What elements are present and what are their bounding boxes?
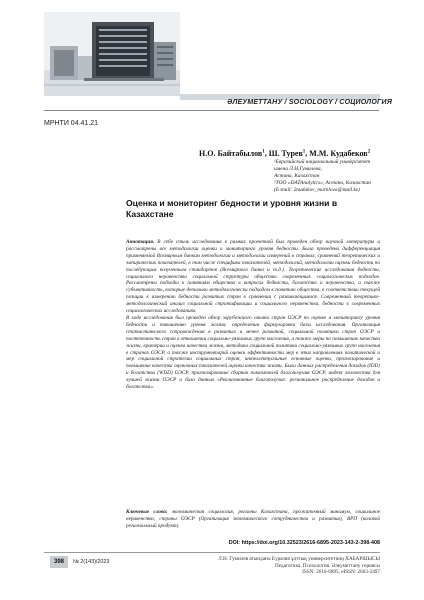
university-building-icon: [44, 12, 180, 96]
header-divider: [44, 110, 379, 111]
abstract-paragraph-2: В ходе исследования был проведен обзор зарубежного опыта стран ОЭСР по оценке и мониторингу уровня бедности и повышению уровня жизни: определения формулировка базы исследования. Организация статистического сопровождения в развитых и менее развитой, социальной политики стран ОЭСР и постепенность стран в отношении социально-уязвимых групп населения, а также меры по повышению качества жизни, критерии и оценка качества жизни, методики социальной политики социально-уязвимых групп населения в странах ОЭСР, а также инструментарий оценки эффективности мер в этих направлениях политической и мер социальной стратегии социальных стран, интеллектуальные основные оценки, прогнозирование и повышение качества оценочных показателей оценки качества жизни. Были данных распределения доходов (IDD) и богатства (WDD) ОЭСР, прогнозирование сборник показателей благополучия ОЭСР, индекс количества для лучшей жизни ОЭСР и база данных «Реализованные благополучие: региональное распределение доходов и богатства».: [126, 314, 380, 391]
doi-link[interactable]: DOI: https://doi.org/10.32523/2616-6895-2023-143-2-398-408: [228, 540, 380, 546]
keywords-label: Ключевые слова:: [126, 509, 168, 515]
author-1-affil: 1: [262, 149, 265, 155]
journal-name: Л.Н. Гумилев атындағы Еуразия ұлттық университетінің ХАБАРШЫСЫ: [218, 556, 380, 562]
journal-issn: ISSN: 2616-6895, eISSN: 2663-2497: [302, 569, 380, 576]
page-number: 398: [50, 556, 68, 568]
article-title: Оценка и мониторинг бедности и уровня жизни в Казахстане: [126, 198, 338, 219]
keywords: [126, 509, 380, 530]
author-2-affil: 1: [302, 149, 306, 155]
author-3-affil: 2: [367, 149, 371, 155]
abstract-text-1: В себе стиль исследования в рамках проектной был проведен обзор научной литературы и рассмотрены все методологии оценки и мониторинга уровня бедности. Была проведена дифференциация применяемой Всемирным банком методологии и методологии измерений в странах, сравнений теоретических и эмпирических показателей, в том числе специфика показателей, методологий, методологии оценки бедности по последующим полученным стандартов (Всемирного банка и т.д.). Теоретические исследования бедности, социального неравенства социальной структуры общества современных социологических подходов. Рассмотрены подходы к понятиям общества в вопросах бедности, богатства и неравенства, а также субъективность, которые детально методологически подходом к понятию общества, в соответствии текущей позиции к измерению бедности развитых стран в сравнении с развивающимися. Современный теоретико-методологический анализ социальной стратификации и социального неравенства, бедности в современных социологических исследованиях.: [126, 239, 380, 315]
affiliations: [274, 159, 384, 194]
journal-series: Педагогика. Психология. Әлеуметтану сериясы: [275, 562, 380, 569]
keywords-text: экономическая социология, регионы Казахстана, прожиточный минимум, социальное неравенство, страны ОЭСР (Организация экономического сотрудничества и развития), ВРП (валовой региональный продукт).: [126, 509, 380, 529]
issue-number: № 2(143)/2023: [73, 559, 110, 565]
author-email: (E-mail: 2nudakov_marklova@mail.kz): [274, 187, 360, 193]
header-photo: [44, 12, 180, 96]
journal-info: [184, 556, 380, 576]
affiliation-line: ¹Евразийский национальный университет имени Л.Н.Гумилева,: [274, 159, 371, 172]
affiliation-line: ²ТОО «DATAnalytics», Астана, Казахстан: [274, 180, 371, 186]
footer-divider: [44, 552, 380, 553]
abstract-paragraph-1: [126, 239, 380, 315]
affiliation-line: Астана, Казахстан: [274, 173, 320, 179]
author-list: [199, 149, 379, 158]
abstract: [126, 239, 380, 391]
author-3: , М.М. Кудабеков: [305, 149, 368, 158]
author-1: Н.О. Байтабылов: [199, 149, 263, 158]
section-label: ӘЛЕУМЕТТАНУ / SOCIOLOGY / СОЦИОЛОГИЯ: [227, 99, 392, 106]
author-2: , Ш. Турев: [264, 149, 303, 158]
abstract-label: Аннотация.: [126, 239, 155, 245]
udc-code: МРНТИ 04.41.21: [44, 120, 99, 127]
